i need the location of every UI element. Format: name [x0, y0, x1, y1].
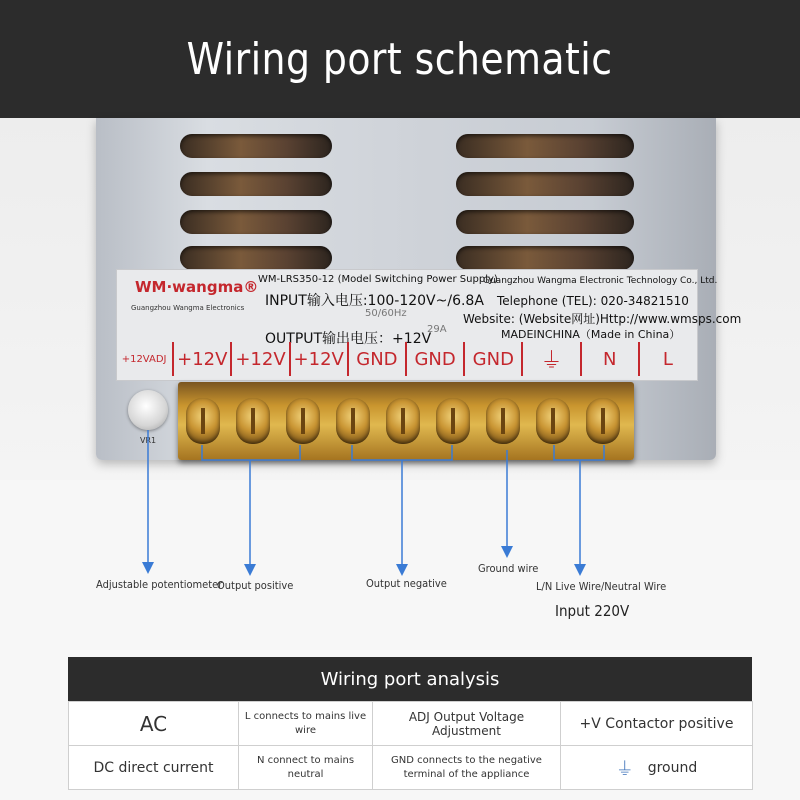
- table-cell: GND connects to the negative terminal of the appliance: [373, 746, 561, 790]
- wiring-analysis-table: [68, 657, 752, 791]
- terminal-label: +12V: [174, 342, 232, 376]
- annotation-output-negative: Output negative: [366, 577, 447, 590]
- annotation-adjustable: Adjustable potentiometer: [96, 578, 223, 591]
- vent-slot: [456, 172, 634, 196]
- terminal-screw: [386, 398, 420, 444]
- annotation-ground-wire: Ground wire: [478, 562, 539, 575]
- vent-slot: [456, 210, 634, 234]
- terminal-screw: [236, 398, 270, 444]
- brand-logo: WM·wangma®: [135, 278, 259, 296]
- terminal-block: [178, 382, 634, 460]
- terminal-label: GND: [465, 342, 523, 376]
- table-cell-ground: [561, 746, 753, 790]
- vent-slot: [180, 134, 332, 158]
- table-row: [69, 746, 753, 790]
- faded-rating: 29A: [427, 324, 447, 335]
- table-cell: DC direct current: [69, 746, 239, 790]
- table-title: Wiring port analysis: [68, 657, 752, 701]
- company-name: Guangzhou Wangma Electronic Technology Co., Ltd.: [483, 276, 718, 286]
- terminal-label: N: [582, 342, 640, 376]
- pot-label: VR1: [140, 436, 157, 445]
- model-text: WM-LRS350-12 (Model Switching Power Supply): [258, 274, 498, 285]
- terminal-label: GND: [407, 342, 465, 376]
- annotation-output-positive: Output positive: [217, 579, 294, 592]
- terminal-screw: [436, 398, 470, 444]
- header-banner: [0, 0, 800, 118]
- terminal-screw: [186, 398, 220, 444]
- vent-slot: [180, 246, 332, 270]
- vent-slot: [180, 210, 332, 234]
- terminal-screw: [486, 398, 520, 444]
- analysis-grid: [68, 701, 753, 790]
- terminal-label: +12V: [232, 342, 290, 376]
- website: Website: (Website网址)Http://www.wmsps.com: [463, 312, 742, 326]
- terminal-label: +12VADJ: [116, 342, 174, 376]
- input-spec: INPUT输入电压:100-120V~/6.8A: [265, 293, 484, 309]
- terminal-label: ⏚: [523, 342, 581, 376]
- terminal-label-strip: [116, 342, 696, 376]
- vent-slot: [456, 134, 634, 158]
- table-cell: ADJ Output Voltage Adjustment: [373, 702, 561, 746]
- vent-slot: [456, 246, 634, 270]
- terminal-label: GND: [349, 342, 407, 376]
- table-cell: +V Contactor positive: [561, 702, 753, 746]
- potentiometer-knob: [128, 390, 168, 430]
- table-cell: L connects to mains live wire: [239, 702, 373, 746]
- output-spec: OUTPUT输出电压：+12V: [265, 331, 432, 347]
- table-cell: AC: [69, 702, 239, 746]
- telephone: Telephone (TEL): 020-34821510: [497, 294, 689, 308]
- made-in: MADEINCHINA（Made in China）: [501, 328, 681, 341]
- brand-subtitle: Guangzhou Wangma Electronics: [131, 304, 245, 312]
- ground-label: ground: [647, 759, 698, 776]
- terminal-screw: [586, 398, 620, 444]
- terminal-screw: [336, 398, 370, 444]
- terminal-screw: [536, 398, 570, 444]
- product-photo: [0, 118, 800, 480]
- terminal-screw: [286, 398, 320, 444]
- terminal-label: +12V: [291, 342, 349, 376]
- vent-slot: [180, 172, 332, 196]
- annotation-live-neutral: L/N Live Wire/Neutral Wire: [536, 580, 667, 593]
- terminal-label: L: [662, 348, 673, 370]
- table-cell: N connect to mains neutral: [239, 746, 373, 790]
- faded-rating: 50/60Hz: [365, 308, 407, 319]
- ground-icon: ⏚: [615, 758, 634, 780]
- page-title: Wiring port schematic: [187, 33, 613, 85]
- annotation-input-220v: Input 220V: [555, 602, 630, 620]
- table-row: [69, 702, 753, 746]
